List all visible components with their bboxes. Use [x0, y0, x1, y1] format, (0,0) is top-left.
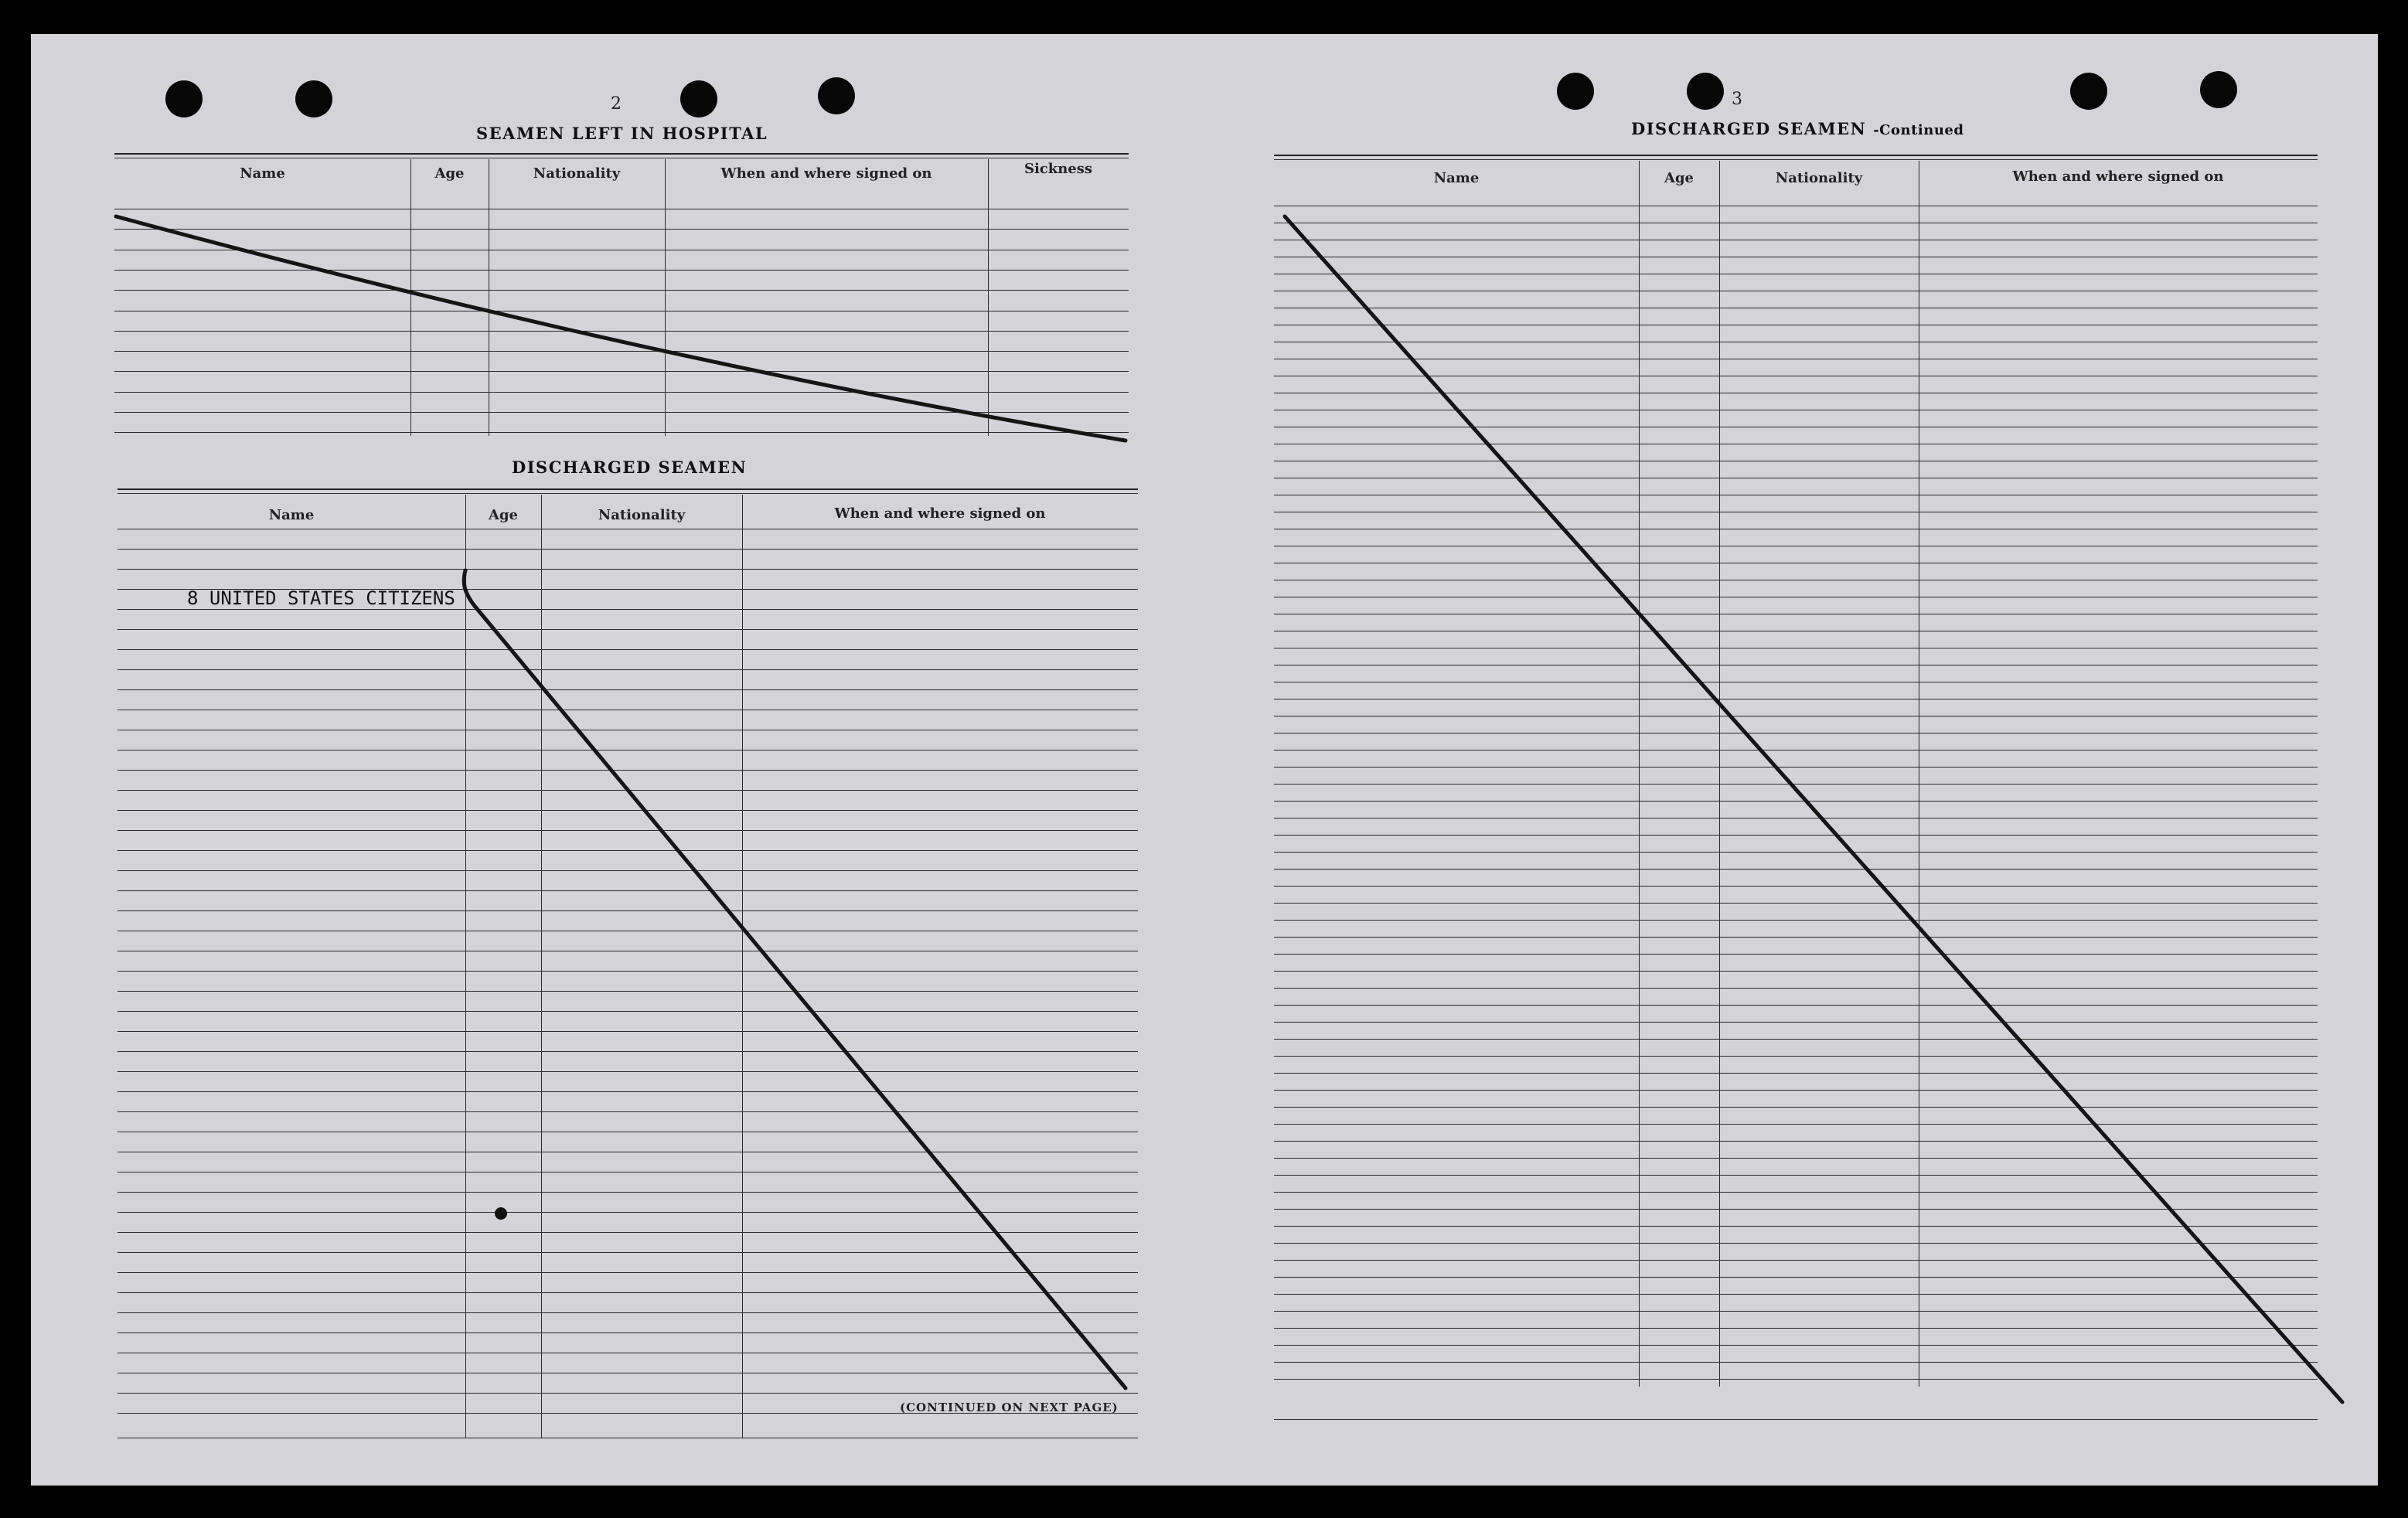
discharged-section-title: DISCHARGED SEAMEN	[512, 458, 748, 477]
page-number: 2	[611, 94, 622, 114]
column-header-signed-on: When and where signed on	[2012, 168, 2224, 185]
title-suffix: -Continued	[1873, 122, 1964, 138]
hospital-section-title: SEAMEN LEFT IN HOSPITAL	[476, 124, 768, 143]
column-header-age: Age	[1664, 170, 1694, 186]
column-header-nationality: Nationality	[533, 165, 621, 182]
discharged-cancel-stroke	[464, 570, 1126, 1388]
column-header-signed-on: When and where signed on	[834, 505, 1046, 522]
column-header-age: Age	[488, 507, 518, 523]
column-header-nationality: Nationality	[1775, 170, 1863, 186]
column-header-name: Name	[240, 165, 285, 182]
title-text: DISCHARGED SEAMEN	[1631, 119, 1867, 138]
column-header-sickness: Sickness	[1023, 161, 1093, 177]
cancellation-strokes	[31, 34, 2378, 1486]
ink-dot	[495, 1207, 507, 1220]
column-header-name: Name	[1433, 170, 1480, 186]
continued-footer: (CONTINUED ON NEXT PAGE)	[900, 1401, 1119, 1414]
column-header-name: Name	[268, 507, 315, 523]
right-cancel-stroke	[1285, 216, 2342, 1402]
typed-entry: 8 UNITED STATES CITIZENS	[187, 587, 455, 609]
column-header-signed-on: When and where signed on	[720, 165, 932, 182]
column-header-age: Age	[434, 165, 465, 182]
column-header-nationality: Nationality	[598, 507, 686, 523]
hospital-cancel-stroke	[116, 216, 1126, 441]
document-paper	[31, 34, 2378, 1486]
page-number: 3	[1732, 90, 1742, 109]
